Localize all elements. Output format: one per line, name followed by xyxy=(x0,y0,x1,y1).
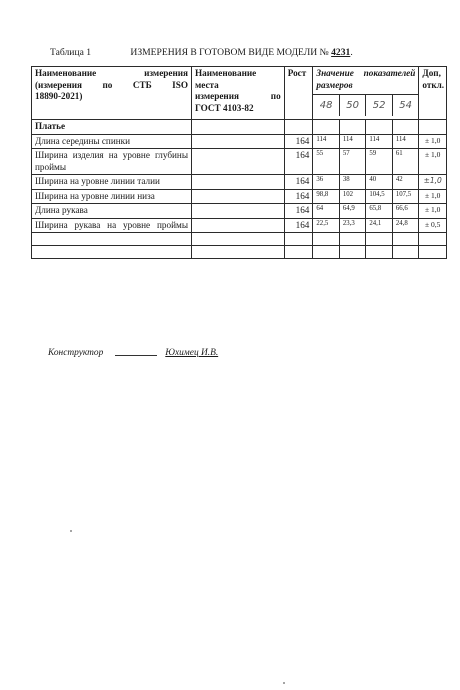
row-value: 59 xyxy=(366,149,392,175)
header-row xyxy=(32,67,447,120)
row-value: 42 xyxy=(392,175,419,190)
row-value: 104,5 xyxy=(366,189,392,204)
row-value: 66,6 xyxy=(392,204,419,219)
row-height: 164 xyxy=(284,149,313,175)
header-values xyxy=(313,67,419,120)
row-tolerance: ± 1,0 xyxy=(419,149,447,175)
row-value: 114 xyxy=(392,134,419,149)
row-value: 98,8 xyxy=(313,189,339,204)
row-value: 24,8 xyxy=(392,218,419,233)
row-value: 107,5 xyxy=(392,189,419,204)
row-name: Ширина на уровне линии талии xyxy=(32,175,192,190)
row-height: 164 xyxy=(284,204,313,219)
row-name: Ширина рукава на уровне проймы xyxy=(32,218,192,233)
row-tolerance: ± 0,5 xyxy=(419,218,447,233)
row-value: 114 xyxy=(313,134,339,149)
row-value: 61 xyxy=(392,149,419,175)
row-value: 36 xyxy=(313,175,339,190)
row-value: 64 xyxy=(313,204,339,219)
row-name: Ширина изделия на уровне глубины проймы xyxy=(32,149,192,175)
size-48-label: 48 xyxy=(319,100,333,111)
section-label: Платье xyxy=(32,120,192,135)
header-tolerance: Доп, откл. xyxy=(419,67,447,120)
signature-role: Конструктор xyxy=(48,348,104,358)
row-height: 164 xyxy=(284,134,313,149)
header-values-subtitle: размеров xyxy=(316,79,353,90)
row-value: 40 xyxy=(366,175,392,190)
table-row xyxy=(32,218,447,233)
header-values-title: Значение показателей xyxy=(316,68,416,78)
header-measure-place: Наименование места измерения по ГОСТ 4103-82 xyxy=(192,67,285,120)
row-tolerance: ± 1,0 xyxy=(419,134,447,149)
row-value: 64,9 xyxy=(339,204,365,219)
size-50-label: 50 xyxy=(346,100,359,111)
size-52-label: 52 xyxy=(372,100,386,111)
table-row xyxy=(32,175,447,190)
scan-speck xyxy=(70,530,72,532)
table-row xyxy=(32,204,447,219)
row-value: 114 xyxy=(339,134,365,149)
row-tolerance: ± 1,0 xyxy=(419,204,447,219)
signature-line xyxy=(115,355,157,356)
size-54-label: 54 xyxy=(399,100,412,111)
table-label: Таблица 1 xyxy=(50,47,92,58)
row-tolerance: ± 1,0 xyxy=(419,189,447,204)
signature-name: Юхимец И.В. xyxy=(165,348,219,358)
section-row xyxy=(32,120,447,135)
empty-row xyxy=(32,246,447,259)
row-height: 164 xyxy=(284,189,313,204)
row-height: 164 xyxy=(284,175,313,190)
row-name: Длина рукава xyxy=(32,204,192,219)
table-caption: Таблица 1 ИЗМЕРЕНИЯ В ГОТОВОМ ВИДЕ МОДЕЛИ № 4231. xyxy=(50,47,353,58)
table-row xyxy=(32,134,447,149)
header-height: Рост xyxy=(284,67,313,120)
signature-block xyxy=(48,348,218,358)
row-value: 38 xyxy=(339,175,365,190)
document-title: ИЗМЕРЕНИЯ В ГОТОВОМ ВИДЕ МОДЕЛИ № xyxy=(130,47,329,58)
row-value: 114 xyxy=(366,134,392,149)
row-value: 24,1 xyxy=(366,218,392,233)
row-value: 57 xyxy=(339,149,365,175)
row-value: 102 xyxy=(339,189,365,204)
scan-speck xyxy=(283,682,285,684)
row-height: 164 xyxy=(284,218,313,233)
table-row xyxy=(32,149,447,175)
model-number: 4231 xyxy=(331,47,351,58)
row-value: 22,5 xyxy=(313,218,339,233)
row-tolerance-handwritten: ±1,0 xyxy=(419,175,447,190)
row-value: 55 xyxy=(313,149,339,175)
table-row xyxy=(32,189,447,204)
empty-row xyxy=(32,233,447,246)
row-name: Длина середины спинки xyxy=(32,134,192,149)
header-measure-name: Наименование измерения (измерения по СТБ ISO 18890-2021) xyxy=(32,67,192,120)
measurements-table xyxy=(31,66,447,259)
row-name: Ширина на уровне линии низа xyxy=(32,189,192,204)
row-value: 65,8 xyxy=(366,204,392,219)
row-value: 23,3 xyxy=(339,218,365,233)
